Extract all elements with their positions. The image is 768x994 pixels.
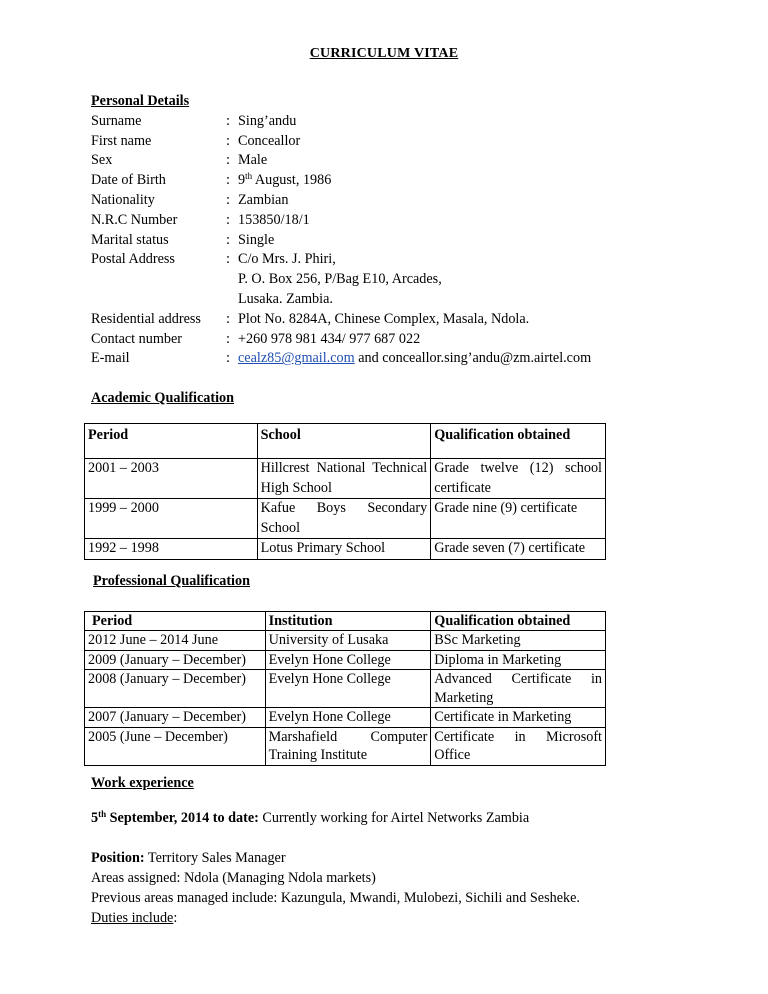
- table-cell: 2012 June – 2014 June: [85, 631, 266, 651]
- first-name-value: Conceallor: [238, 132, 301, 149]
- residential-value: Plot No. 8284A, Chinese Complex, Masala, Ndola.: [238, 310, 530, 327]
- nrc-row: [91, 211, 731, 231]
- table-cell: Evelyn Hone College: [265, 670, 431, 708]
- table-cell: Evelyn Hone College: [265, 708, 431, 728]
- nationality-row: [91, 191, 731, 211]
- postal-row-3: [91, 290, 731, 310]
- postal-row-2: [91, 270, 731, 290]
- table-cell: 2005 (June – December): [85, 727, 266, 765]
- contact-row: [91, 330, 731, 350]
- column-header: Qualification obtained: [431, 424, 606, 459]
- colon: :: [226, 330, 230, 347]
- academic-heading: Academic Qualification: [91, 390, 235, 406]
- table-cell: 1992 – 1998: [85, 539, 258, 560]
- table-row: [85, 670, 606, 708]
- column-header: School: [257, 424, 431, 459]
- email-label: E-mail: [91, 350, 130, 367]
- colon: :: [226, 152, 230, 169]
- table-cell: 1999 – 2000: [85, 499, 258, 539]
- colon: :: [226, 231, 230, 248]
- table-row: [85, 539, 606, 560]
- email-row: [91, 349, 731, 369]
- colon: :: [226, 211, 230, 228]
- postal-value-line3: Lusaka. Zambia.: [238, 290, 333, 307]
- table-cell: Marshafield Computer Training Institute: [265, 727, 431, 765]
- previous-areas-line: Previous areas managed include: Kazungula, Mwandi, Mulobezi, Sichili and Sesheke.: [91, 890, 580, 906]
- email-link[interactable]: cealz85@gmail.com: [238, 350, 355, 367]
- table-cell: Grade seven (7) certificate: [431, 539, 606, 560]
- first-name-row: [91, 132, 731, 152]
- dob-suffix: th: [245, 171, 253, 182]
- email-secondary: and conceallor.sing’andu@zm.airtel.com: [358, 350, 592, 367]
- document-title: CURRICULUM VITAE: [309, 46, 459, 61]
- column-header: Period: [85, 612, 266, 631]
- work-current-line: [91, 809, 529, 829]
- table-header-row: [85, 612, 606, 631]
- colon: :: [226, 310, 230, 327]
- residential-label: Residential address: [91, 310, 201, 327]
- table-cell: 2007 (January – December): [85, 708, 266, 728]
- dob-label: Date of Birth: [91, 172, 166, 189]
- colon: :: [226, 350, 230, 367]
- table-cell: Hillcrest National Technical High School: [257, 459, 431, 499]
- table-cell: Advanced Certificate in Marketing: [431, 670, 606, 708]
- table-row: [85, 650, 606, 670]
- column-header: Qualification obtained: [431, 612, 606, 631]
- residential-row: [91, 310, 731, 330]
- table-cell: Grade nine (9) certificate: [431, 499, 606, 539]
- table-cell: 2009 (January – December): [85, 650, 266, 670]
- marital-value: Single: [238, 231, 275, 248]
- contact-label: Contact number: [91, 330, 183, 347]
- work-heading: Work experience: [91, 775, 194, 791]
- personal-details-heading: Personal Details: [91, 93, 190, 109]
- work-date-day: 5: [91, 810, 99, 826]
- nrc-value: 153850/18/1: [238, 211, 310, 228]
- postal-value-line2: P. O. Box 256, P/Bag E10, Arcades,: [238, 271, 442, 288]
- personal-details-heading-row: [91, 92, 731, 112]
- duties-colon: :: [173, 910, 178, 926]
- nationality-label: Nationality: [91, 191, 155, 208]
- surname-label: Surname: [91, 112, 142, 129]
- first-name-label: First name: [91, 132, 152, 149]
- table-cell: 2008 (January – December): [85, 670, 266, 708]
- table-row: [85, 459, 606, 499]
- table-cell: Evelyn Hone College: [265, 650, 431, 670]
- colon: :: [226, 172, 230, 189]
- position-line: [91, 849, 286, 869]
- table-cell: Grade twelve (12) school certificate: [431, 459, 606, 499]
- email-value: [238, 349, 591, 369]
- colon: :: [226, 132, 230, 149]
- position-label: Position:: [91, 850, 145, 866]
- position-value: Territory Sales Manager: [147, 850, 286, 866]
- nrc-label: N.R.C Number: [91, 211, 178, 228]
- sex-row: [91, 151, 731, 171]
- professional-table: [84, 611, 606, 766]
- professional-heading: Professional Qualification: [93, 573, 250, 589]
- table-header-row: [85, 424, 606, 459]
- dob-rest: August, 1986: [254, 172, 332, 189]
- surname-value: Sing’andu: [238, 112, 297, 129]
- table-row: [85, 727, 606, 765]
- table-cell: Diploma in Marketing: [431, 650, 606, 670]
- surname-row: [91, 112, 731, 132]
- academic-table: [84, 423, 606, 560]
- work-current: Currently working for Airtel Networks Zambia: [262, 810, 530, 826]
- sex-value: Male: [238, 152, 268, 169]
- duties-label: Duties include: [91, 910, 174, 926]
- table-cell: Kafue Boys Secondary School: [257, 499, 431, 539]
- dob-row: [91, 171, 731, 191]
- marital-row: [91, 231, 731, 251]
- dob-day: 9: [238, 172, 246, 189]
- column-header: Institution: [265, 612, 431, 631]
- dob-value: [238, 171, 331, 191]
- table-cell: Certificate in Microsoft Office: [431, 727, 606, 765]
- table-row: [85, 499, 606, 539]
- areas-line: Areas assigned: Ndola (Managing Ndola markets): [91, 870, 376, 886]
- table-cell: Lotus Primary School: [257, 539, 431, 560]
- work-date: [91, 810, 259, 826]
- column-header: Period: [85, 424, 258, 459]
- work-date-rest: September, 2014 to date:: [109, 810, 259, 826]
- marital-label: Marital status: [91, 231, 169, 248]
- postal-value-line1: C/o Mrs. J. Phiri,: [238, 251, 336, 268]
- work-date-suffix: th: [98, 809, 107, 819]
- colon: :: [226, 112, 230, 129]
- table-row: [85, 708, 606, 728]
- colon: :: [226, 251, 230, 268]
- colon: :: [226, 191, 230, 208]
- table-row: [85, 631, 606, 651]
- table-cell: Certificate in Marketing: [431, 708, 606, 728]
- table-cell: 2001 – 2003: [85, 459, 258, 499]
- sex-label: Sex: [91, 152, 113, 169]
- nationality-value: Zambian: [238, 191, 289, 208]
- postal-label: Postal Address: [91, 251, 175, 268]
- contact-value: +260 978 981 434/ 977 687 022: [238, 330, 421, 347]
- duties-line: [91, 909, 177, 929]
- postal-row: [91, 250, 731, 270]
- table-cell: University of Lusaka: [265, 631, 431, 651]
- personal-details-section: [91, 92, 731, 369]
- table-cell: BSc Marketing: [431, 631, 606, 651]
